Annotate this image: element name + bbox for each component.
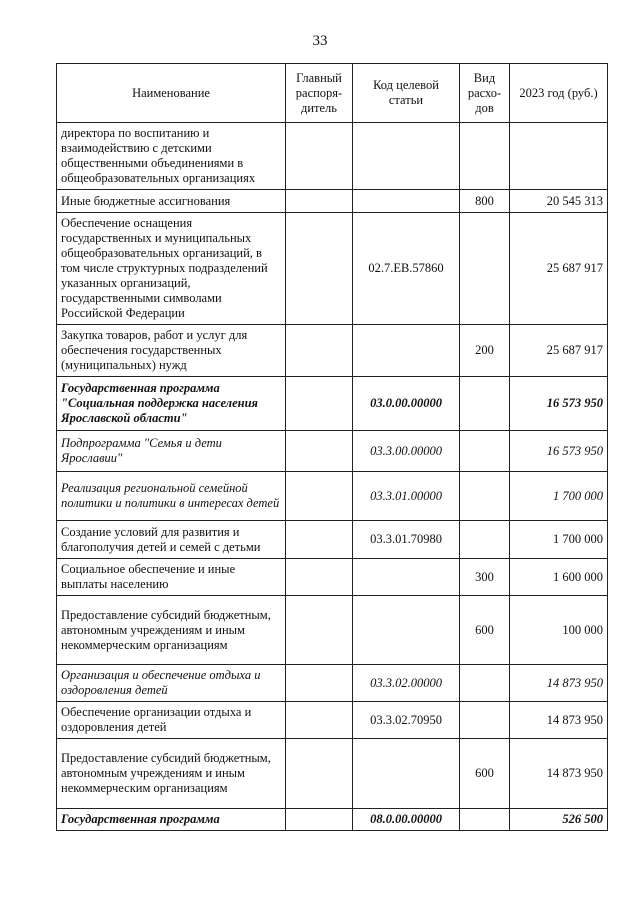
- cell-code: 03.3.01.00000: [353, 472, 460, 521]
- cell-sum: 20 545 313: [510, 190, 608, 213]
- table-row: [57, 702, 608, 739]
- cell-vid: 600: [460, 739, 510, 809]
- cell-name: директора по воспитанию и взаимодействию с детскими общественными объединениями в общеобразовательных организациях: [57, 123, 286, 190]
- cell-name: Организация и обеспечение отдыха и оздоровления детей: [57, 665, 286, 702]
- page-number: 33: [312, 33, 328, 49]
- cell-vid: 600: [460, 596, 510, 665]
- cell-name: Предоставление субсидий бюджетным, автономным учреждениям и иным некоммерческим организациям: [57, 596, 286, 665]
- cell-vid: 800: [460, 190, 510, 213]
- column-header-rasp: Главный распоря-дитель: [286, 64, 353, 123]
- cell-vid: [460, 702, 510, 739]
- cell-rasp: [286, 702, 353, 739]
- cell-vid: [460, 123, 510, 190]
- table-row: [57, 521, 608, 559]
- cell-vid: [460, 431, 510, 472]
- table-row: [57, 665, 608, 702]
- cell-rasp: [286, 325, 353, 377]
- table-row: [57, 190, 608, 213]
- cell-vid: [460, 809, 510, 831]
- cell-rasp: [286, 123, 353, 190]
- cell-rasp: [286, 521, 353, 559]
- cell-rasp: [286, 809, 353, 831]
- cell-rasp: [286, 190, 353, 213]
- cell-rasp: [286, 665, 353, 702]
- cell-code: [353, 596, 460, 665]
- cell-rasp: [286, 431, 353, 472]
- table-row: [57, 123, 608, 190]
- cell-code: [353, 325, 460, 377]
- cell-rasp: [286, 739, 353, 809]
- cell-vid: [460, 521, 510, 559]
- cell-sum: 25 687 917: [510, 213, 608, 325]
- table-row: [57, 472, 608, 521]
- cell-name: Обеспечение организации отдыха и оздоровления детей: [57, 702, 286, 739]
- table-row: [57, 596, 608, 665]
- table-header-row: [57, 64, 608, 123]
- cell-name: Государственная программа "Социальная поддержка населения Ярославской области": [57, 377, 286, 431]
- cell-sum: 14 873 950: [510, 665, 608, 702]
- cell-name: Социальное обеспечение и иные выплаты населению: [57, 559, 286, 596]
- cell-vid: 200: [460, 325, 510, 377]
- cell-sum: [510, 123, 608, 190]
- cell-vid: [460, 472, 510, 521]
- table-row: [57, 559, 608, 596]
- cell-sum: 16 573 950: [510, 377, 608, 431]
- cell-sum: 16 573 950: [510, 431, 608, 472]
- cell-name: Государственная программа: [57, 809, 286, 831]
- cell-vid: [460, 377, 510, 431]
- cell-code: [353, 559, 460, 596]
- cell-code: 08.0.00.00000: [353, 809, 460, 831]
- table-row: [57, 325, 608, 377]
- cell-rasp: [286, 472, 353, 521]
- cell-code: 03.3.02.00000: [353, 665, 460, 702]
- column-header-vid: Вид расхо-дов: [460, 64, 510, 123]
- cell-rasp: [286, 213, 353, 325]
- cell-sum: 1 700 000: [510, 521, 608, 559]
- cell-name: Подпрограмма "Семья и дети Ярославии": [57, 431, 286, 472]
- column-header-sum: 2023 год (руб.): [510, 64, 608, 123]
- cell-name: Закупка товаров, работ и услуг для обеспечения государственных (муниципальных) нужд: [57, 325, 286, 377]
- cell-sum: 100 000: [510, 596, 608, 665]
- cell-code: 03.3.00.00000: [353, 431, 460, 472]
- cell-code: 03.0.00.00000: [353, 377, 460, 431]
- cell-sum: 25 687 917: [510, 325, 608, 377]
- table-row: [57, 431, 608, 472]
- column-header-name: Наименование: [57, 64, 286, 123]
- table-row: [57, 377, 608, 431]
- cell-name: Обеспечение оснащения государственных и муниципальных общеобразовательных организаций, в том числе структурных подразделений указанных организаций, государственными символами Российской Федерации: [57, 213, 286, 325]
- cell-code: [353, 123, 460, 190]
- cell-sum: 14 873 950: [510, 739, 608, 809]
- cell-name: Создание условий для развития и благополучия детей и семей с детьми: [57, 521, 286, 559]
- cell-code: [353, 190, 460, 213]
- table-row: [57, 809, 608, 831]
- table-row: [57, 213, 608, 325]
- cell-name: Предоставление субсидий бюджетным, автономным учреждениям и иным некоммерческим организациям: [57, 739, 286, 809]
- cell-rasp: [286, 377, 353, 431]
- column-header-code: Код целевой статьи: [353, 64, 460, 123]
- cell-rasp: [286, 559, 353, 596]
- cell-vid: [460, 213, 510, 325]
- cell-code: 02.7.ЕВ.57860: [353, 213, 460, 325]
- cell-code: [353, 739, 460, 809]
- cell-sum: 14 873 950: [510, 702, 608, 739]
- cell-vid: [460, 665, 510, 702]
- cell-name: Реализация региональной семейной политики и политики в интересах детей: [57, 472, 286, 521]
- cell-name: Иные бюджетные ассигнования: [57, 190, 286, 213]
- cell-rasp: [286, 596, 353, 665]
- cell-code: 03.3.02.70950: [353, 702, 460, 739]
- cell-vid: 300: [460, 559, 510, 596]
- cell-sum: 1 600 000: [510, 559, 608, 596]
- table-row: [57, 739, 608, 809]
- cell-code: 03.3.01.70980: [353, 521, 460, 559]
- cell-sum: 526 500: [510, 809, 608, 831]
- budget-table: [56, 63, 608, 831]
- cell-sum: 1 700 000: [510, 472, 608, 521]
